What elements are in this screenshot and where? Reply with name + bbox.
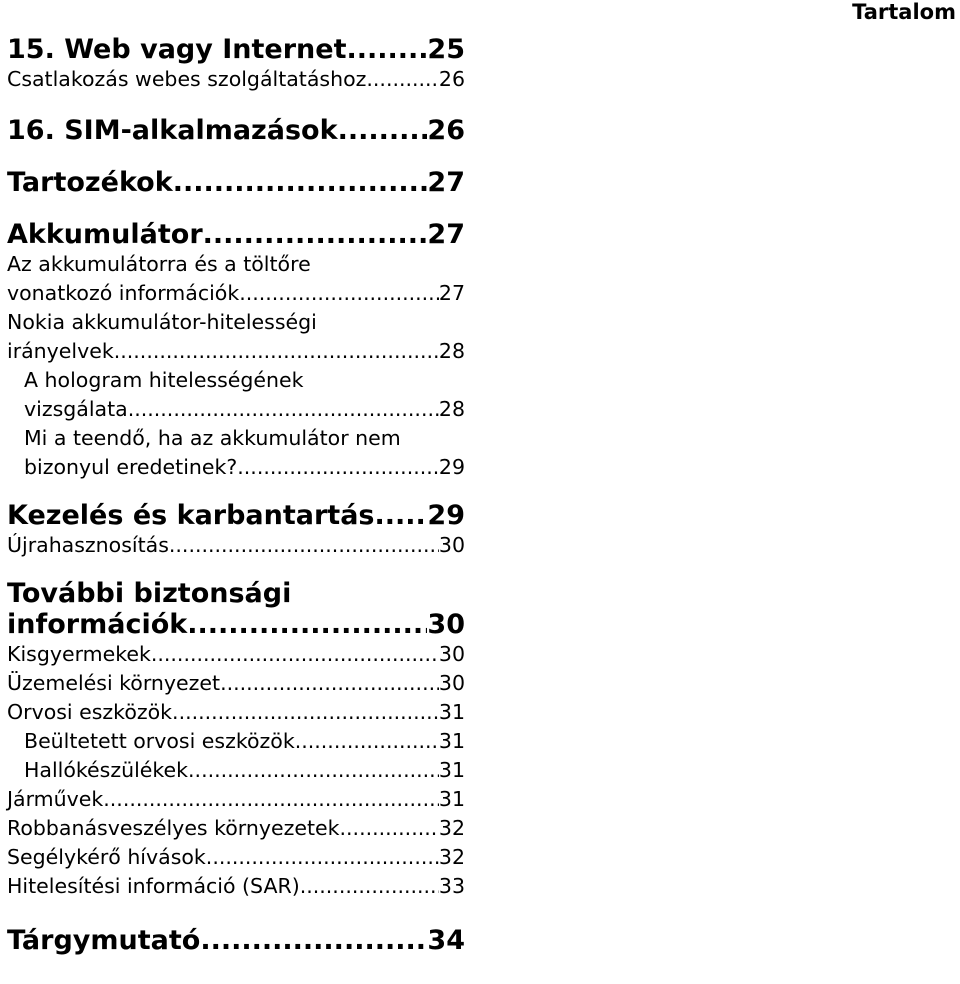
toc-entry-uzemelesi-kornyezet[interactable]: [7, 669, 465, 698]
toc-entry-segelykero-hivasok[interactable]: [7, 843, 465, 872]
toc-entry-title: Robbanásveszélyes környezetek: [7, 816, 340, 840]
toc-page-number: 33: [438, 874, 465, 898]
toc-entry-beultetett-eszkozok[interactable]: [7, 727, 465, 756]
toc-entry-title: Akkumulátor: [7, 219, 203, 250]
dot-leader: [187, 609, 427, 640]
dot-leader: [366, 65, 439, 94]
toc-entry-title-line1: A hologram hitelességének: [24, 368, 304, 392]
toc-entry-title: Járművek: [7, 787, 104, 811]
toc-entry-web-internet[interactable]: [7, 34, 465, 65]
dot-leader: [237, 453, 439, 482]
toc-entry-title: Csatlakozás webes szolgáltatáshoz: [7, 67, 367, 91]
dot-leader: [300, 872, 439, 901]
toc-entry-hitelessegi-iranyelvek[interactable]: [7, 308, 465, 366]
toc-entry-title-line1: További biztonsági: [7, 578, 292, 609]
toc-page-number: 30: [427, 609, 465, 640]
toc-page-number: 34: [427, 925, 465, 956]
toc-entry-title: Kisgyermekek: [7, 642, 151, 666]
toc-page-number: 32: [438, 845, 465, 869]
toc-entry-targymutato[interactable]: [7, 925, 465, 956]
toc-entry-hologram[interactable]: [7, 366, 465, 424]
toc-page-number: 27: [427, 167, 465, 198]
dot-leader: [200, 925, 427, 956]
toc-page-number: 26: [438, 67, 465, 91]
toc-entry-tovabbi-biztonsagi[interactable]: [7, 578, 465, 640]
toc-page-number: 31: [438, 758, 465, 782]
toc-entry-sim-alkalmazasok[interactable]: [7, 115, 465, 146]
dot-leader: [172, 698, 439, 727]
toc-entry-mi-a-teendo[interactable]: [7, 424, 465, 482]
dot-leader: [340, 814, 439, 843]
toc-entry-tartozekok[interactable]: [7, 167, 465, 198]
toc-page-number: 31: [438, 787, 465, 811]
dot-leader: [206, 843, 439, 872]
toc-entry-kezeles-karbantartas[interactable]: [7, 500, 465, 531]
toc-page-number: 27: [427, 219, 465, 250]
toc-page-number: 32: [438, 816, 465, 840]
dot-leader: [239, 279, 439, 308]
dot-leader: [295, 727, 439, 756]
toc-page-number: 30: [438, 671, 465, 695]
toc-page-number: 28: [438, 397, 465, 421]
dot-leader: [103, 785, 439, 814]
dot-leader: [375, 500, 428, 531]
toc-entry-title-line1: Mi a teendő, ha az akkumulátor nem: [24, 426, 401, 450]
toc-page-number: 25: [427, 34, 465, 65]
toc-entry-orvosi-eszkozok[interactable]: [7, 698, 465, 727]
toc-entry-title: 16. SIM-alkalmazások: [7, 115, 338, 146]
toc-entry-title-line2: vonatkozó információk: [7, 281, 240, 305]
toc-entry-title: 15. Web vagy Internet: [7, 34, 347, 65]
toc-page-number: 30: [438, 642, 465, 666]
page-header-title: Tartalom: [852, 0, 956, 24]
dot-leader: [338, 115, 428, 146]
dot-leader: [173, 167, 428, 198]
toc-entry-title-line2: vizsgálata: [24, 397, 128, 421]
toc-entry-title-line1: Az akkumulátorra és a töltőre: [7, 252, 311, 276]
toc-entry-hitelesitesi-informacio[interactable]: [7, 872, 465, 901]
toc-entry-jarmuvek[interactable]: [7, 785, 465, 814]
toc-page-number: 31: [438, 700, 465, 724]
toc-entry-ujrahasznositas[interactable]: [7, 531, 465, 560]
toc-entry-title-line2: információk: [7, 609, 188, 640]
dot-leader: [114, 337, 439, 366]
toc-page-number: 26: [427, 115, 465, 146]
toc-page-number: 29: [427, 500, 465, 531]
dot-leader: [169, 531, 439, 560]
toc-entry-kisgyermekek[interactable]: [7, 640, 465, 669]
toc-entry-title: Hitelesítési információ (SAR): [7, 874, 300, 898]
dot-leader: [203, 219, 428, 250]
toc-entry-webes-szolgaltatas[interactable]: [7, 65, 465, 94]
toc-page-number: 29: [438, 455, 465, 479]
dot-leader: [346, 34, 427, 65]
toc-entry-robbanasveszelyes[interactable]: [7, 814, 465, 843]
toc-entry-title-line2: irányelvek: [7, 339, 114, 363]
toc-page-number: 31: [438, 729, 465, 753]
dot-leader: [188, 756, 439, 785]
table-of-contents: [7, 34, 465, 956]
toc-entry-title: Tartozékok: [7, 167, 173, 198]
toc-entry-title: Beültetett orvosi eszközök: [24, 729, 295, 753]
toc-entry-title: Orvosi eszközök: [7, 700, 173, 724]
toc-entry-title: Tárgymutató: [7, 925, 201, 956]
toc-entry-title: Újrahasznosítás: [7, 533, 169, 557]
toc-entry-title: Hallókészülékek: [24, 758, 189, 782]
dot-leader: [220, 669, 439, 698]
toc-entry-hallokeszulekek[interactable]: [7, 756, 465, 785]
toc-entry-title: Segélykérő hívások: [7, 845, 206, 869]
toc-entry-title-line1: Nokia akkumulátor-hitelességi: [7, 310, 317, 334]
dot-leader: [128, 395, 439, 424]
toc-page-number: 28: [438, 339, 465, 363]
toc-entry-title: Üzemelési környezet: [7, 671, 221, 695]
toc-entry-akkumulator[interactable]: [7, 219, 465, 250]
toc-page-number: 27: [438, 281, 465, 305]
toc-entry-title-line2: bizonyul eredetinek?: [24, 455, 238, 479]
dot-leader: [151, 640, 439, 669]
toc-entry-title: Kezelés és karbantartás: [7, 500, 375, 531]
toc-page-number: 30: [438, 533, 465, 557]
toc-entry-akkumulator-informaciok[interactable]: [7, 250, 465, 308]
